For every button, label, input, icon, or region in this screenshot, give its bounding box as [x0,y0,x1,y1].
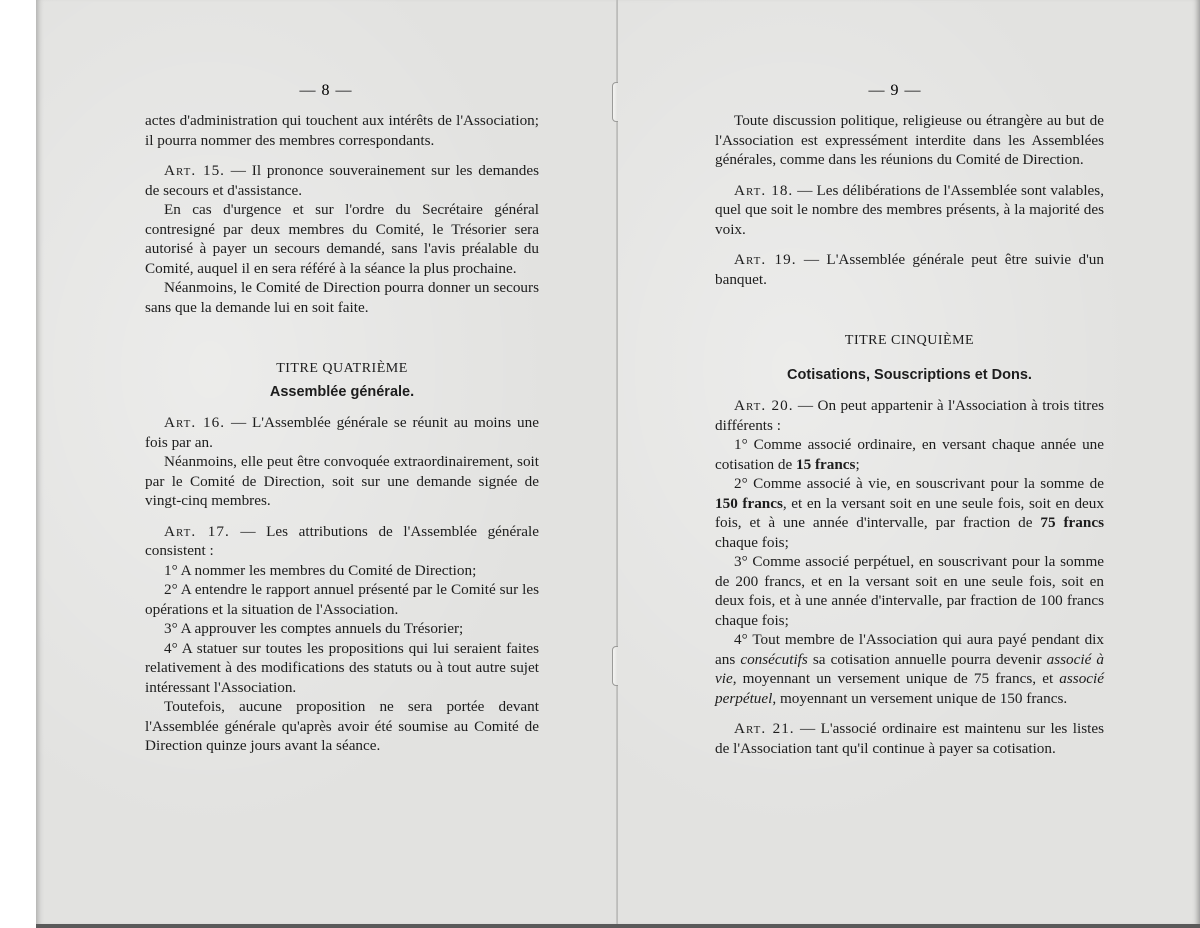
paragraph: 4° A statuer sur toutes les propositions qui lui seraient faites relativement à des modifications des statuts ou à tout autre sujet intéressant l'Association. [145,639,539,696]
article-paragraph: Art. 17. — Les attributions de l'Assemblée générale consistent : [145,522,539,559]
paragraph: actes d'administration qui touchent aux intérêts de l'Association; il pourra nommer des membres correspondants. [145,112,539,149]
article-label: Art. 16. [164,414,226,431]
article-paragraph: Art. 18. — Les délibérations de l'Assemblée sont valables, quel que soit le nombre des membres présents, à la majorité des voix. [715,181,1104,238]
article-paragraph: Art. 15. — Il prononce souverainement sur les demandes de secours et d'assistance. [145,162,539,199]
page-right [618,0,1200,924]
paragraph: 2° A entendre le rapport annuel présenté par le Comité sur les opérations et la situation de l'Association. [145,581,539,618]
spacer [715,355,1104,366]
article-paragraph: Art. 16. — L'Assemblée générale se réunit au moins une fois par an. [145,414,539,451]
paragraph: 4° Tout membre de l'Association qui aura payé pendant dix ans consécutifs sa cotisation annuelle pourra devenir associé à vie, moyennant un versement unique de 75 francs, et associé perpétuel, moyennant un versement unique de 150 francs. [715,631,1104,707]
spacer [715,239,1104,250]
section-title: TITRE CINQUIÈME [844,333,975,348]
section-subtitle: Cotisations, Souscriptions et Dons. [787,366,1032,383]
article-paragraph: Art. 21. — L'associé ordinaire est maintenu sur les listes de l'Association tant qu'il continue à payer sa cotisation. [715,720,1104,757]
article-label: Art. 21. [734,720,795,737]
article-label: Art. 20. [734,397,794,414]
page-left-text [145,111,539,756]
spacer [145,511,539,522]
article-label: Art. 19. [734,251,797,268]
paragraph: Néanmoins, le Comité de Direction pourra donner un secours sans que la demande lui en soit faite. [145,279,539,316]
spacer [145,317,539,359]
spacer [715,170,1104,181]
paragraph: 1° Comme associé ordinaire, en versant chaque année une cotisation de 15 francs; [715,436,1104,473]
article-paragraph: Art. 20. — On peut appartenir à l'Association à trois titres différents : [715,397,1104,434]
spacer [715,289,1104,331]
paragraph: 1° A nommer les membres du Comité de Direction; [164,561,477,579]
paragraph: Toute discussion politique, religieuse ou étrangère au but de l'Association est expressément interdite dans les Assemblées générales, comme dans les réunions du Comité de Direction. [715,112,1104,168]
article-paragraph: Art. 19. — L'Assemblée générale peut être suivie d'un banquet. [715,251,1104,288]
page-right-text [715,111,1104,758]
article-label: Art. 15. [164,162,225,179]
spacer [145,150,539,161]
spacer [145,402,539,413]
page-number-left: — 8 — [299,82,353,99]
section-subtitle: Assemblée générale. [269,383,415,400]
spacer [715,708,1104,719]
spacer [715,385,1104,396]
page-left [36,0,616,924]
paragraph: 2° Comme associé à vie, en souscrivant pour la somme de 150 francs, et en la versant soit en une seule fois, soit en deux fois, et à une année d'intervalle, par fraction de 75 francs chaque fois; [715,475,1104,551]
paragraph: 3° A approuver les comptes annuels du Trésorier; [164,620,464,637]
paragraph: En cas d'urgence et sur l'ordre du Secrétaire général contresigné par deux membres du Comité, le Trésorier sera autorisé à payer un secours demandé, sans l'avis préalable du Comité, auquel il en sera référé à la séance la plus prochaine. [145,201,539,277]
article-label: Art. 17. [164,522,230,540]
article-label: Art. 18. [734,181,794,199]
paragraph: Toutefois, aucune proposition ne sera portée devant l'Assemblée générale qu'après avoir été soumise au Comité de Direction quinze jours avant la séance. [145,698,539,754]
paragraph: 3° Comme associé perpétuel, en souscrivant pour la somme de 200 francs, et en la versant soit en une seule fois, soit en deux fois, et à une année d'intervalle, par fraction de 100 francs chaque fois; [715,553,1104,629]
page-number-right: — 9 — [868,82,922,99]
section-title: TITRE QUATRIÈME [276,361,408,376]
paragraph: Néanmoins, elle peut être convoquée extraordinairement, soit par le Comité de Direction, soit sur une demande signée de vingt-cinq membres. [145,453,539,509]
